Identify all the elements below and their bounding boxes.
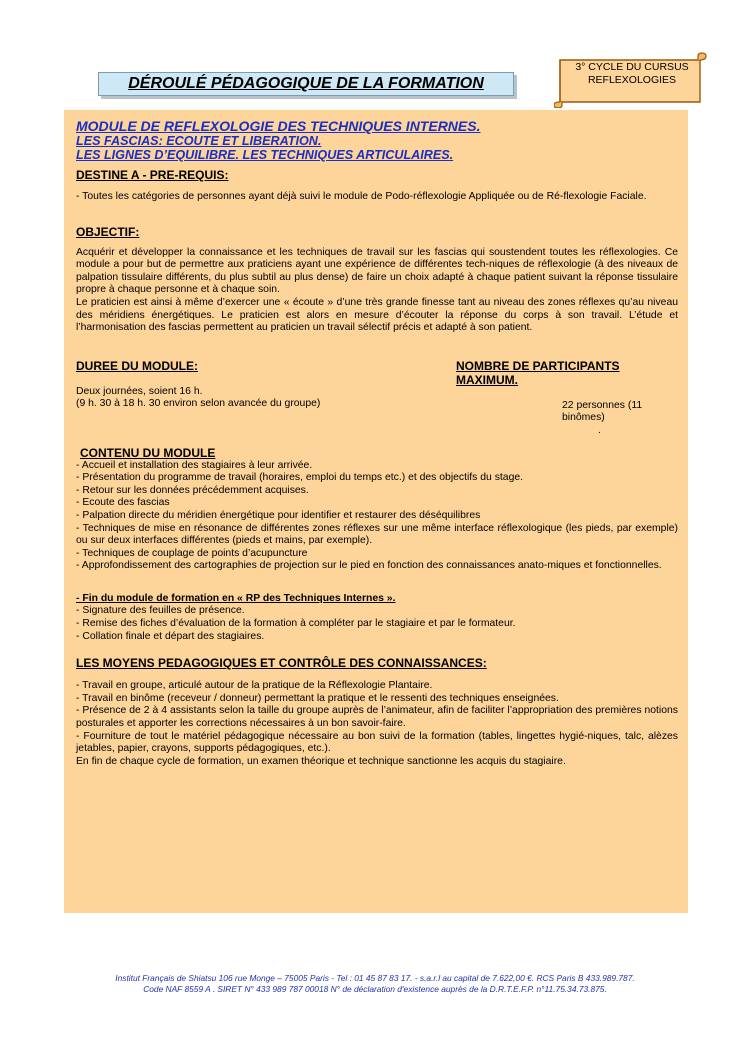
duree-line-1: Deux journées, soient 16 h.: [76, 385, 203, 397]
participants-line-2: .: [598, 424, 601, 436]
moyens-heading: LES MOYENS PEDAGOGIQUES ET CONTRÔLE DES CONNAISSANCES:: [76, 656, 487, 671]
moyens-list: [76, 680, 678, 768]
contenu-list: [76, 460, 678, 573]
participants-heading: NOMBRE DE PARTICIPANTS MAXIMUM.: [456, 358, 620, 387]
module-title: MODULE DE REFLEXOLOGIE DES TECHNIQUES INTERNES.: [76, 118, 481, 134]
list-item: - Fourniture de tout le matériel pédagogique nécessaire au bon suivi de la formation (tables, lingettes hygié-niques, talc, alèzes jetables, papier, crayons, supports pédagogiques, etc.).: [76, 730, 678, 755]
list-item: - Palpation directe du méridien énergétique pour identifier et restaurer des déséquilibres: [76, 509, 481, 521]
list-item: - Techniques de couplage de points d’acupuncture: [76, 547, 308, 559]
list-item: - Approfondissement des cartographies de projection sur le pied en fonction des connaissances anato-miques et fonctionnelles.: [76, 560, 662, 572]
module-subtitle-1: LES FASCIAS: ECOUTE ET LIBERATION.: [76, 134, 322, 148]
badge-line-1: 3° CYCLE DU CURSUS: [575, 61, 689, 73]
list-item: - Accueil et installation des stagiaires à leur arrivée.: [76, 459, 313, 471]
list-item: - Ecoute des fascias: [76, 497, 170, 509]
duree-participants-row: [76, 359, 678, 438]
list-item: - Signature des feuilles de présence.: [76, 605, 245, 617]
list-item: - Présentation du programme de travail (horaires, emploi du temps etc.) et des objectifs du stage.: [76, 472, 524, 484]
objectif-paragraph-2: Le praticien est ainsi à même d’exercer une « écoute » d’une très grande finesse tant au niveau des zones réflexes qu’au niveau des méridiens énergétiques. Le praticien est alors en mesure d’écouter la réponse du corps à son travail. L’étude et l’harmonisation des fascias permettent au praticien un travail sélectif précis et adapté à son patient.: [76, 296, 678, 334]
list-item: - Retour sur les données précédemment acquises.: [76, 484, 309, 496]
list-item: - Présence de 2 à 4 assistants selon la taille du groupe auprès de l’animateur, afin de faciliter l’appropriation des premières notions posturales et apporter les corrections nécessaires à un bon savoir-faire.: [76, 705, 678, 730]
fin-heading: - Fin du module de formation en « RP des Techniques Internes ».: [76, 592, 396, 604]
list-item: - Travail en binôme (receveur / donneur) permettant la pratique et le ressenti des techniques enseignées.: [76, 692, 559, 704]
list-item: - Collation finale et départ des stagiaires.: [76, 630, 265, 642]
cycle-badge: [554, 52, 710, 108]
list-item: - Travail en groupe, articulé autour de la pratique de la Réflexologie Plantaire.: [76, 680, 433, 692]
list-item: En fin de chaque cycle de formation, un examen théorique et technique sanctionne les acquis du stagiaire.: [76, 755, 566, 767]
badge-line-2: REFLEXOLOGIES: [587, 74, 677, 86]
duree-line-2: (9 h. 30 à 18 h. 30 environ selon avancée du groupe): [76, 398, 321, 410]
objectif-paragraph-1: Acquérir et développer la connaissance et les techniques de travail sur les fascias qui soustendent toutes les réflexologies. Ce module a pour but de permettre aux praticiens ayant une expérience de différentes tech-niques de réflexologie (à des niveaux de palpation tissulaire différents, du plus subtil au plus dense) de faire un choix adapté à chaque patient suivant la réponse tissulaire propre à chaque personne et à chaque soin.: [76, 246, 678, 296]
destine-text: - Toutes les catégories de personnes ayant déjà suivi le module de Podo-réflexologie Appliquée ou de Ré-flexologie Faciale.: [76, 191, 647, 202]
participants-line-1: 22 personnes (11 binômes): [562, 399, 643, 424]
destine-heading: DESTINE A - PRE-REQUIS:: [76, 168, 229, 182]
footer-line-1: Institut Français de Shiatsu 106 rue Monge – 75005 Paris - Tel : 01 45 87 83 17. - s.a.r.l au capital de 7.622,00 €. RCS Paris B 433.989.787.: [115, 973, 635, 983]
objectif-heading: OBJECTIF:: [76, 224, 140, 239]
contenu-heading: CONTENU DU MODULE: [80, 445, 216, 460]
duree-heading: DUREE DU MODULE:: [76, 358, 198, 373]
footer: [40, 973, 710, 995]
list-item: - Remise des fiches d’évaluation de la formation à compléter par le stagiaire et par le formateur.: [76, 618, 516, 630]
document-body: [76, 118, 678, 768]
fin-list: [76, 605, 678, 643]
list-item: - Techniques de mise en résonance de différentes zones réflexes sur une même interface réflexologique (les pieds, par exemple) ou sur deux interfaces différentes (pieds et mains, par exemple).: [76, 522, 678, 547]
module-subtitle-2: LES LIGNES D’EQUILIBRE. LES TECHNIQUES ARTICULAIRES.: [76, 148, 454, 162]
footer-line-2: Code NAF 8559 A . SIRET N° 433 989 787 00018 N° de déclaration d'existence auprès de la D.R.T.E.F.P. n°11.75.34.73.875.: [143, 984, 607, 994]
page-title: DÉROULÉ PÉDAGOGIQUE DE LA FORMATION: [98, 72, 514, 96]
